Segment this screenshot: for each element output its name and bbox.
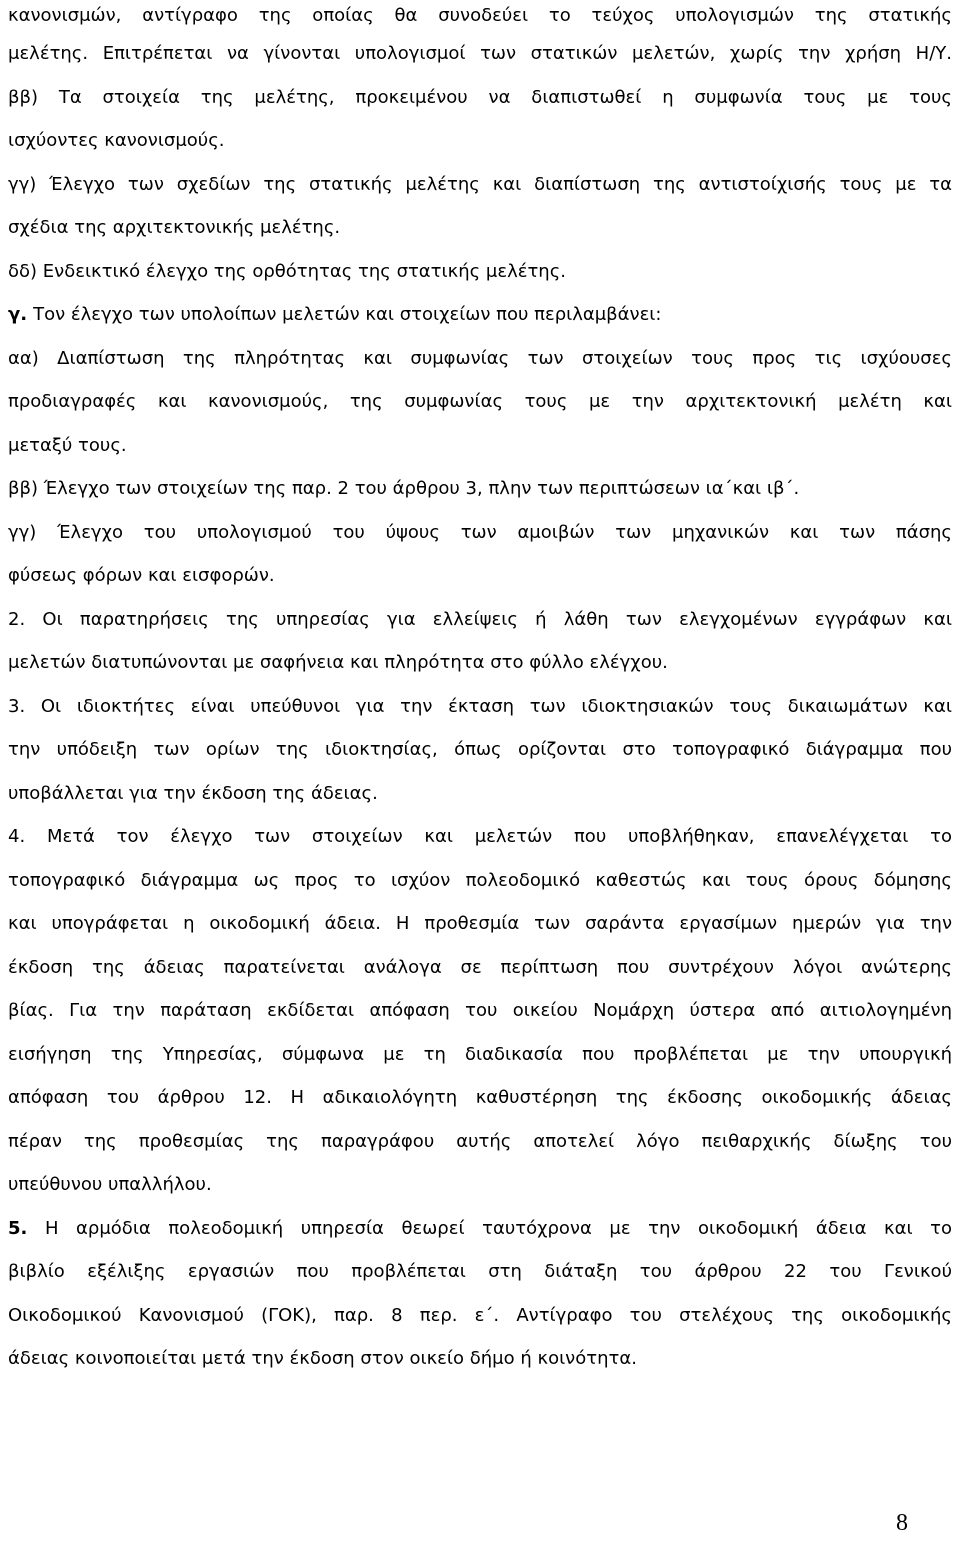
paragraph-4 <box>8 815 952 859</box>
text-line: ββ) Τα στοιχεία της μελέτης, προκειμένου να διαπιστωθεί η συμφωνία τους με τους <box>8 86 952 108</box>
item-marker-4: 4. <box>8 826 26 847</box>
text-line: Η αρμόδια πολεοδομική υπηρεσία θεωρεί ταυτόχρονα με την οικοδομική άδεια και το <box>44 1217 952 1239</box>
text-line: Οικοδομικού Κανονισμού (ΓΟΚ), παρ. 8 περ. ε΄. Αντίγραφο του στελέχους της οικοδομικής <box>8 1304 952 1326</box>
text-line: υπεύθυνου υπαλλήλου. <box>8 1174 212 1195</box>
item-marker-5: 5. <box>8 1217 28 1239</box>
text-line: τοπογραφικό διάγραμμα ως προς το ισχύον πολεοδομικό καθεστώς και τους όρους δόμησης <box>8 869 952 891</box>
text-line: απόφαση του άρθρου 12. Η αδικαιολόγητη καθυστέρηση της έκδοσης οικοδομικής άδειας <box>8 1087 952 1108</box>
page-number: 8 <box>896 1510 908 1536</box>
text-line: την υπόδειξη των ορίων της ιδιοκτησίας, όπως ορίζονται στο τοπογραφικό διάγραμμα που <box>8 739 952 760</box>
text-line: έκδοση της άδειας παρατείνεται ανάλογα σε περίπτωση που συντρέχουν λόγοι ανώτερης <box>8 956 952 978</box>
text-line: κανονισμών, αντίγραφο της οποίας θα συνοδεύει το τεύχος υπολογισμών της στατικής <box>8 5 952 26</box>
text-line: εισήγηση της Υπηρεσίας, σύμφωνα με τη διαδικασία που προβλέπεται με την υπουργική <box>8 1043 952 1065</box>
text-line: Οι ιδιοκτήτες είναι υπεύθυνοι για την έκταση των ιδιοκτησιακών τους δικαιωμάτων και <box>40 695 952 717</box>
document-page <box>8 0 952 1381</box>
text-line: άδειας κοινοποιείται μετά την έκδοση στον οικείο δήμο ή κοινότητα. <box>8 1348 637 1369</box>
text-line: γγ) Έλεγχο των σχεδίων της στατικής μελέτης και διαπίστωση της αντιστοίχισής τους με τα <box>8 173 952 195</box>
text-line: αα) Διαπίστωση της πληρότητας και συμφωνίας των στοιχείων τους προς τις ισχύουσες <box>8 347 952 369</box>
text-line: δδ) Ενδεικτικό έλεγχο της ορθότητας της στατικής μελέτης. <box>8 260 566 282</box>
paragraph-3 <box>8 685 952 729</box>
text-line: μεταξύ τους. <box>8 434 127 456</box>
text-line: ισχύοντες κανονισμούς. <box>8 130 225 151</box>
text-line: μελέτης. Επιτρέπεται να γίνονται υπολογισμοί των στατικών μελετών, χωρίς την χρήση Η/Υ. <box>8 43 952 64</box>
text-line: φύσεως φόρων και εισφορών. <box>8 565 275 586</box>
text-line: μελετών διατυπώνονται με σαφήνεια και πληρότητα στο φύλλο ελέγχου. <box>8 652 668 673</box>
paragraph-5 <box>8 1207 952 1251</box>
text-line: και υπογράφεται η οικοδομική άδεια. Η προθεσμία των σαράντα εργασίμων ημερών για την <box>8 913 952 934</box>
text-line: πέραν της προθεσμίας της παραγράφου αυτής αποτελεί λόγο πειθαρχικής δίωξης του <box>8 1130 952 1152</box>
text-line: υποβάλλεται για την έκδοση της άδειας. <box>8 782 378 804</box>
text-line: Τον έλεγχο των υπολοίπων μελετών και στοιχείων που περιλαμβάνει: <box>33 304 662 325</box>
text-line: Μετά τον έλεγχο των στοιχείων και μελετών που υποβλήθηκαν, επανελέγχεται το <box>46 826 952 847</box>
text-line: Οι παρατηρήσεις της υπηρεσίας για ελλείψεις ή λάθη των ελεγχομένων εγγράφων και <box>42 608 952 630</box>
item-marker-3: 3. <box>8 695 26 717</box>
item-marker-gamma: γ. <box>8 304 28 325</box>
paragraph-gamma <box>8 293 952 337</box>
text-line: σχέδια της αρχιτεκτονικής μελέτης. <box>8 217 341 238</box>
text-line: ββ) Έλεγχο των στοιχείων της παρ. 2 του άρθρου 3, πλην των περιπτώσεων ια΄και ιβ΄. <box>8 478 800 499</box>
item-marker-2: 2. <box>8 608 26 630</box>
text-line: προδιαγραφές και κανονισμούς, της συμφωνίας τους με την αρχιτεκτονική μελέτη και <box>8 391 952 412</box>
text-line: βιβλίο εξέλιξης εργασιών που προβλέπεται στη διάταξη του άρθρου 22 του Γενικού <box>8 1261 952 1282</box>
paragraph-2 <box>8 598 952 642</box>
text-line: γγ) Έλεγχο του υπολογισμού του ύψους των αμοιβών των μηχανικών και των πάσης <box>8 521 952 543</box>
text-line: βίας. Για την παράταση εκδίδεται απόφαση του οικείου Νομάρχη ύστερα από αιτιολογημένη <box>8 1000 952 1021</box>
